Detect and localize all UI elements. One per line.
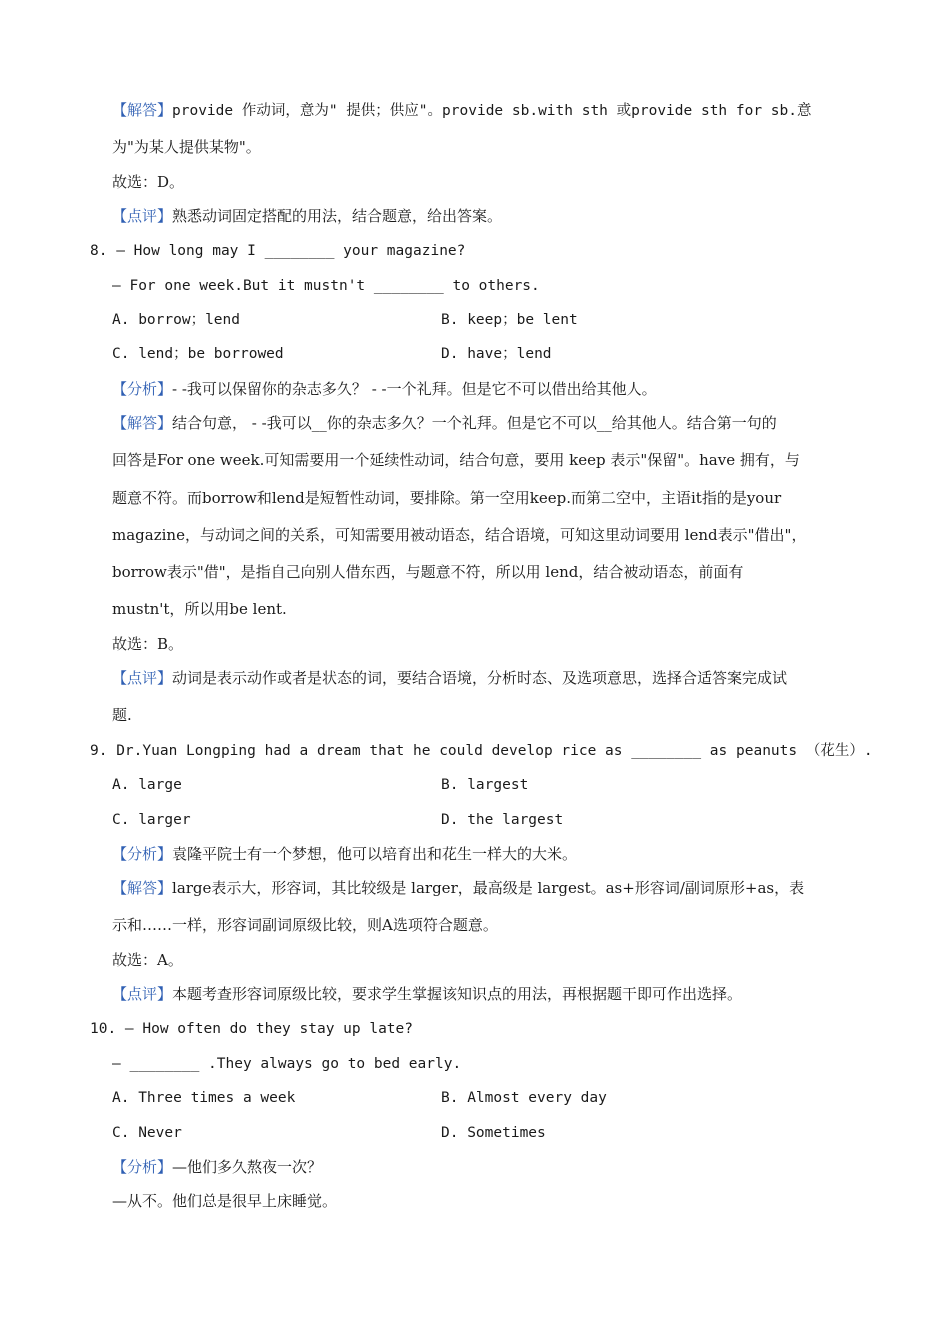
jieda-tag: 【解答】	[112, 101, 173, 119]
q8-fenxi	[112, 379, 657, 399]
q8-jieda-text: 结合句意， - -我可以__你的杂志多久？一个礼拜。但是它不可以__给其他人。结合第一句的	[172, 414, 777, 432]
q8-dianping-line-1	[112, 668, 787, 688]
q8-option-c: C. lend；be borrowed	[112, 346, 284, 362]
q10-option-a: A. Three times a week	[112, 1090, 296, 1106]
q9-jieda-line-1	[112, 878, 804, 898]
q9-option-d: D. the largest	[441, 812, 564, 828]
q10-fenxi-line-1	[112, 1157, 322, 1177]
fenxi-tag: 【分析】	[112, 845, 173, 863]
q10-option-b: B. Almost every day	[441, 1090, 607, 1106]
q8-fenxi-text: - -我可以保留你的杂志多久？ - -一个礼拜。但是它不可以借出给其他人。	[172, 380, 657, 398]
q10-option-d: D. Sometimes	[441, 1125, 546, 1141]
q8-jieda-line-1	[112, 413, 777, 433]
q8-jieda-line-2: 回答是For one week.可知需要用一个延续性动词，结合句意，要用 keep 表示"保留"。have 拥有，与	[112, 451, 800, 469]
q9-option-c: C. larger	[112, 812, 191, 828]
q8-dianping-line-2: 题.	[112, 706, 132, 724]
dianping-tag: 【点评】	[112, 669, 173, 687]
dianping-tag: 【点评】	[112, 985, 173, 1003]
q8-option-a: A. borrow；lend	[112, 312, 240, 328]
q8-dianping-text: 动词是表示动作或者是状态的词，要结合语境，分析时态、及选项意思，选择合适答案完成试	[172, 669, 788, 687]
q8-answer: 故选：B。	[112, 635, 184, 653]
q9-jieda-line-2: 示和……一样，形容词副词原级比较，则A选项符合题意。	[112, 916, 498, 934]
q9-dianping-text: 本题考查形容词原级比较，要求学生掌握该知识点的用法，再根据题干即可作出选择。	[172, 985, 743, 1003]
q10-fenxi-line-2: —从不。他们总是很早上床睡觉。	[112, 1192, 338, 1210]
jieda-tag: 【解答】	[112, 879, 173, 897]
q9-stem: 9. Dr.Yuan Longping had a dream that he could develop rice as ________ as peanuts （花生）.	[90, 743, 873, 759]
q7-dianping	[112, 206, 502, 226]
fenxi-tag: 【分析】	[112, 380, 173, 398]
q9-answer: 故选：A。	[112, 951, 183, 969]
q7-answer: 故选：D。	[112, 173, 185, 191]
q8-option-b: B. keep；be lent	[441, 312, 578, 328]
q8-jieda-line-6: mustn't，所以用be lent.	[112, 600, 287, 618]
q8-option-d: D. have；lend	[441, 346, 552, 362]
q9-fenxi	[112, 844, 577, 864]
q8-jieda-line-5: borrow表示"借"，是指自己向别人借东西，与题意不符，所以用 lend，结合被动语态，前面有	[112, 563, 744, 581]
q7-jieda-line-1	[112, 100, 812, 121]
q8-jieda-line-4: magazine，与动词之间的关系，可知需要用被动语态，结合语境，可知这里动词要用 lend表示"借出"，	[112, 526, 807, 544]
q10-stem-line-2: — ________ .They always go to bed early.	[112, 1056, 462, 1072]
fenxi-tag: 【分析】	[112, 1158, 173, 1176]
q9-dianping	[112, 984, 742, 1004]
q9-option-a: A. large	[112, 777, 182, 793]
q8-jieda-line-3: 题意不符。而borrow和lend是短暂性动词，要排除。第一空用keep.而第二空中，主语it指的是your	[112, 489, 782, 507]
q10-option-c: C. Never	[112, 1125, 182, 1141]
jieda-tag: 【解答】	[112, 414, 173, 432]
dianping-tag: 【点评】	[112, 207, 173, 225]
q9-option-b: B. largest	[441, 777, 529, 793]
q10-stem-line-1: 10. — How often do they stay up late?	[90, 1021, 414, 1037]
q7-jieda-text: provide 作动词，意为" 提供；供应"。provide sb.with sth 或provide sth for sb.意	[172, 103, 812, 119]
q10-fenxi-text: —他们多久熬夜一次？	[172, 1158, 323, 1176]
q8-stem-line-2: — For one week.But it mustn't ________ to others.	[112, 278, 540, 294]
q7-dianping-text: 熟悉动词固定搭配的用法，结合题意，给出答案。	[172, 207, 503, 225]
q8-stem-line-1: 8. — How long may I ________ your magazine?	[90, 243, 466, 259]
q9-jieda-text: large表示大，形容词，其比较级是 larger，最高级是 largest。as+形容词/副词原形+as，表	[172, 879, 805, 897]
q9-fenxi-text: 袁隆平院士有一个梦想，他可以培育出和花生一样大的大米。	[172, 845, 578, 863]
q7-jieda-line-2: 为"为某人提供某物"。	[112, 138, 261, 156]
